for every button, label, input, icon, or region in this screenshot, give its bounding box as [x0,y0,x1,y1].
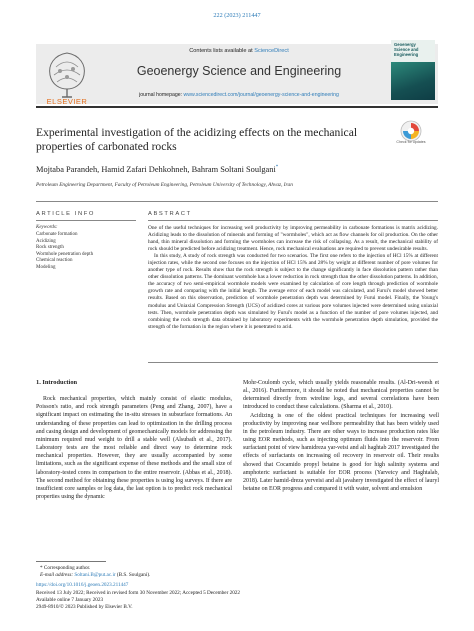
body-left-column [36,379,232,501]
received-dates: Received 13 July 2022; Received in revised form 30 November 2022; Accepted 5 December 2022 [36,589,240,596]
journal-homepage-line: journal homepage: www.sciencedirect.com/journal/geoenergy-science-and-engineering [139,92,339,98]
cover-title: Geoenergy Science and Engineering [394,42,419,57]
body-paragraph: Mohr-Coulomb cycle, which usually yields reasonable results. (Al-Dri-weesh et al., 2016). Furthermore, it should be noted that mechanical properties cannot be determined directly from wireline logs, and several correlations have been introduced to conduct these calculations. (Sharma et al., 2010). [243,380,439,411]
footnote-divider [36,561,106,562]
keyword-item: Rock strength [36,245,64,251]
keyword-item: Chemical reaction [36,258,73,264]
contents-available-line: Contents lists available at ScienceDirect [189,48,289,54]
abstract-bottom-divider [148,362,438,363]
journal-cover-thumbnail[interactable] [391,40,435,100]
body-right-column [243,379,439,493]
email-line: E-mail address: Soltani.B@put.ac.ir (B.S. Soulgani). [40,572,151,579]
journal-homepage-link[interactable]: www.sciencedirect.com/journal/geoenergy-science-and-engineering [183,92,339,98]
author-affiliation: Petroleum Engineering Department, Faculty of Petroleum Engineering, Petroleum University of Technology, Ahvaz, Iran [36,182,293,188]
header-divider [36,106,438,108]
abstract-body [148,225,438,331]
email-link[interactable]: Soltani.B@put.ac.ir [74,572,116,579]
abstract-paragraph: One of the useful techniques for increasing well productivity by improving permeability in carbonate formations is matrix acidizing. Acidizing leads to the dissolution of minerals and forming of "wormholes", which act as flow channels for oil production. On the other hand, thin mineral dissolution and forming the wormholes can increase the risk of collapsing. As a result, the mechanical stability of rock should be predicted before acidizing treatment. Hence, rock mechanical evaluations are required to prevent undesirable results. [148,225,438,253]
issn-copyright: 2949-8910/© 2023 Published by Elsevier B.V. [36,604,133,611]
doi-link[interactable]: https://doi.org/10.1016/j.geoen.2023.211447 [36,582,129,589]
elsevier-tree-logo-icon [40,47,94,101]
article-info-divider [36,220,136,221]
keywords-title: Keywords: [36,225,58,230]
abstract-heading: ABSTRACT [148,211,192,217]
body-paragraph: Acidizing is one of the oldest practical techniques for increasing well productivity by improving near wellbore permeability that has been widely used in the petroleum industry. There are other ways to increase production rates like using EOR methods, such as injecting optimum fluids into the reservoir. From surfactant point of view hamidreza yar-veisi and ali haghtab 2017 investigated the effects of surfactants on increasing oil recovery in reservoir oil. Their results showed that Cocamido propyl betaine is good for high salinity systems and amphoteric surfactant is suitable for EOR process (Yarveicy and Haghtalab, 2018). Later hamid-dreza yerveisi and ali javahery investigated the effect of lauryl betaine on EOR progress and compared it with water, solvent and emulsion [243,412,439,493]
body-paragraph: Rock mechanical properties, which mainly consist of elastic modulus, Poisson's ratio, and rock strength parameters (Peng and Zhang, 2007), have a significant impact on estimating the in-situ stresses in subsurface formations. An understanding of these properties can lead to optimization in the drilling process and casing design and development of geomechanically models for addressing the minimum required mud weight to drill a stable well (Alsubaih et al., 2017). Laboratory tests are the most reliable and direct way to determine rock mechanical properties. However, they are usually accompanied by some limitations, such as the significant expense of these methods and the small size of laboratory-tested cores in comparison to the entire reservoir. (Abbas et al., 2018). The second method for obtaining these properties is using log surveys. If there are insufficient core samples or log data, the last option is to predict rock mechanical properties using the dynamic [36,396,232,501]
corresponding-author-mark[interactable]: * [275,165,279,171]
keyword-item: Modeling [36,264,56,270]
keyword-item: Wormhole penetration depth [36,251,94,257]
publisher-name: ELSEVIER [46,97,88,106]
abstract-paragraph: In this study, A study of rock strength was conducted for two scenarios. The first one refers to the injection of HCl 15% at different injection rates, while the second one focuses on the injection of HCl 15% and 28% by weight at different number of pore volumes for another type of rock. Results show that the rock strength is subject to the change significantly in face dissolution pattern rather than other dissolution patterns. The dominant wormhole has a lower reduction in rock strength than the other dissolution patterns. In addition, the accuracy of two semi-empirical wormhole models were examined by calculation of core length through prediction of wormhole growth rate and comparing with the initial length. The average error of each model was calculated, and Furui's model showed better results. Based on this observation, prediction of wormhole penetration depth was determined by Furui model. Finally, the Young's modulus and Uniaxial Compression Strength (UCS) of acidized cores at various pore volumes injected were determined using uniaxial tests. Then, wormhole penetration depth was simulated by Furui's model as a function of the number of pore volumes injected, and combining the rock strength data obtained by laboratory experiments with the wormhole penetration depth simulation, provided the strength of the formation in the region where it is penetrated to acid. [148,253,438,330]
author-list: Mojtaba Parandeh, Hamid Zafari Dehkohneh, Bahram Soltani Soulgani* [36,165,279,174]
keyword-item: Carbonate formation [36,232,78,237]
footnotes [36,565,276,611]
corresponding-author-note: * Corresponding author. [40,565,91,571]
crossmark-icon[interactable] [400,120,422,142]
section-heading-introduction: 1. Introduction [36,379,78,386]
keyword-item: Acidizing [36,238,56,244]
available-online-date: Available online 7 January 2023 [36,596,104,603]
keyword-list [36,232,93,272]
affiliation-divider [36,201,438,202]
sciencedirect-link[interactable]: ScienceDirect [254,48,289,54]
article-title: Experimental investigation of the acidizing effects on the mechanical properties of carbonated rocks [36,126,358,153]
crossmark-label[interactable]: Check for updates [396,140,426,144]
journal-issue-header: 222 (2023) 211447 [213,12,261,19]
article-info-heading: ARTICLE INFO [36,211,96,217]
journal-title: Geoenergy Science and Engineering [136,64,342,78]
abstract-divider [148,220,438,221]
